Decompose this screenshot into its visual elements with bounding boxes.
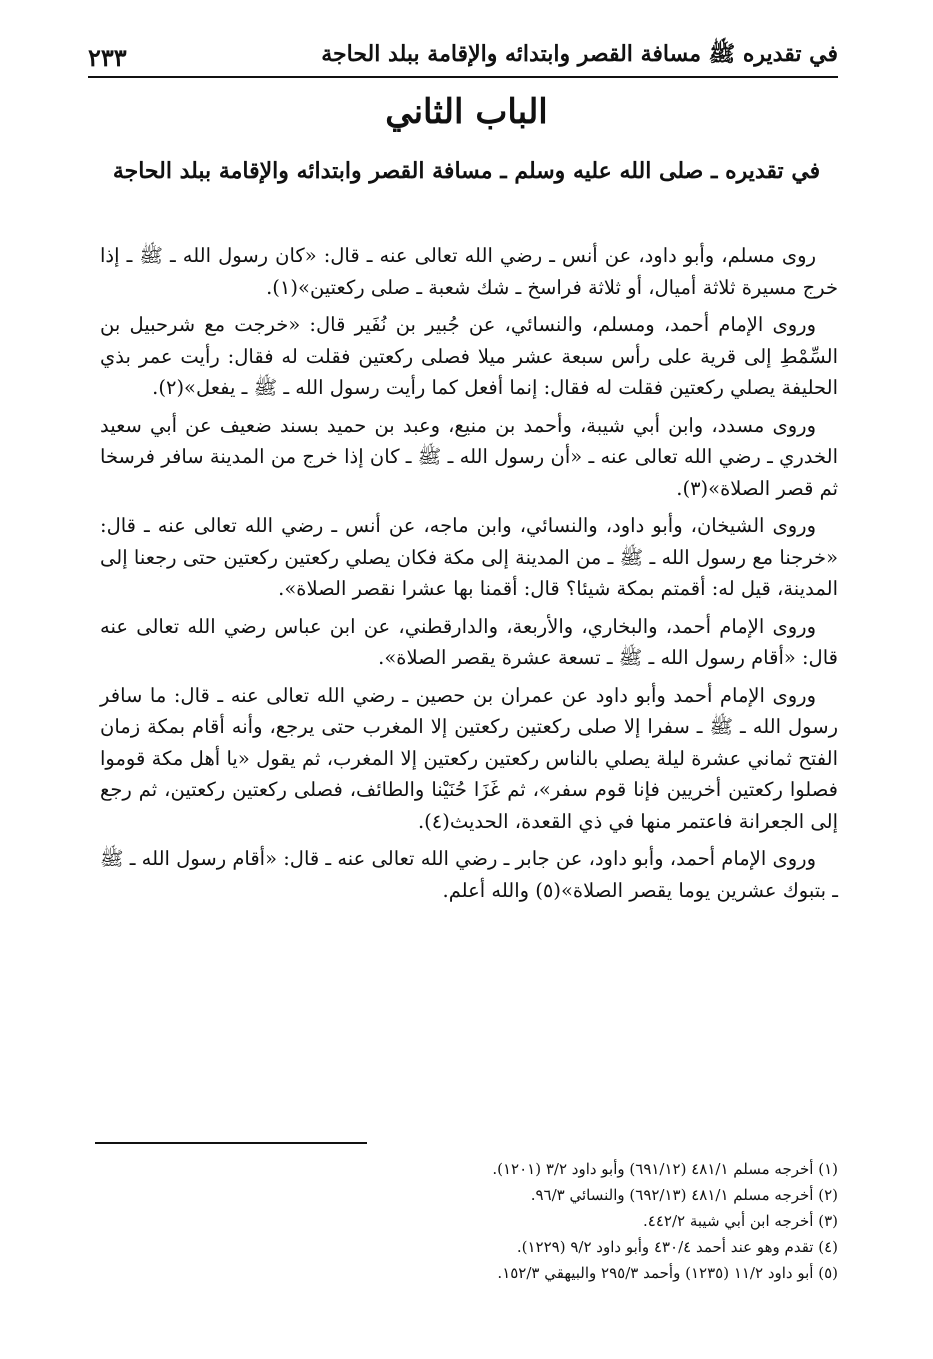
footnote: (٤) تقدم وهو عند أحمد ٤٣٠/٤ وأبو داود ٩/٢ (١٢٢٩).: [516, 1238, 838, 1256]
paragraph: وروى مسدد، وابن أبي شيبة، وأحمد بن منيع، وعبد بن حميد بسند ضعيف عن أبي سعيد الخدري ـ رضي الله تعالى عنه ـ «أن رسول الله ـ ﷺ ـ كان إذا خرج من المدينة سافر فرسخا ثم قصر الصلاة»(٣).: [100, 413, 838, 500]
paragraph: وروى الإمام أحمد وأبو داود عن عمران بن حصين ـ رضي الله تعالى عنه ـ قال: ما سافر رسول الله ـ ﷺ ـ سفرا إلا صلى ركعتين ركعتين إلا المغرب حتى يرجع، وأنه أقام بمكة زمان الفتح ثماني عشرة ليلة يصلي بالناس ركعتين ركعتين إلا المغرب، ثم يقول «يا أهل مكة قوموا فصلوا ركعتين أخريين فإنا قوم سفر»، ثم غَزَا حُنَيْنا والطائف، فصلى ركعتين ركعتين، ثم رجع إلى الجعرانة فاعتمر منها في ذي القعدة، الحديث(٤).: [100, 683, 838, 833]
footnote: (٣) أخرجه ابن أبي شيبة ٤٤٢/٢.: [643, 1212, 838, 1230]
running-title: في تقديره ﷺ مسافة القصر وابتدائه والإقامة ببلد الحاجة: [321, 41, 838, 67]
page-number: ٢٣٣: [88, 43, 127, 72]
footnote: (٢) أخرجه مسلم ٤٨١/١ (٦٩٢/١٣) والنسائي ٩٦/٣.: [530, 1186, 838, 1204]
body-text: [100, 240, 838, 912]
footnotes: [100, 1156, 838, 1286]
paragraph: وروى الإمام أحمد، والبخاري، والأربعة، والدارقطني، عن ابن عباس رضي الله تعالى عنه قال: «أقام رسول الله ـ ﷺ ـ تسعة عشرة يقصر الصلاة».: [100, 614, 838, 669]
paragraph: وروى الإمام أحمد، ومسلم، والنسائي، عن جُبير بن نُفَير قال: «خرجت مع شرحبيل بن السِّمْطِ إلى قرية على رأس سبعة عشر ميلا فصلى ركعتين فقلت له فقال: رأيت عمر بذي الحليفة يصلي ركعتين فقلت له فقال: إنما أفعل كما رأيت رسول الله ـ ﷺ ـ يفعل»(٢).: [100, 313, 838, 399]
footnote-divider: [95, 1142, 367, 1144]
paragraph: وروى الشيخان، وأبو داود، والنسائي، وابن ماجه، عن أنس ـ رضي الله تعالى عنه ـ قال: «خرجنا مع رسول الله ـ ﷺ ـ من المدينة إلى مكة فكان يصلي ركعتين ركعتين حتى رجعنا إلى المدينة، قيل له: أقمتم بمكة شيئا؟ قال: أقمنا بها عشرا نقصر الصلاة».: [100, 514, 838, 600]
footnote: (١) أخرجه مسلم ٤٨١/١ (٦٩١/١٢) وأبو داود ٣/٢ (١٢٠١).: [492, 1160, 838, 1178]
paragraph: روى مسلم، وأبو داود، عن أنس ـ رضي الله تعالى عنه ـ قال: «كان رسول الله ـ ﷺ ـ إذا خرج مسيرة ثلاثة أميال، أو ثلاثة فراسخ ـ شك شعبة ـ صلى ركعتين»(١).: [100, 244, 838, 299]
paragraph: وروى الإمام أحمد، وأبو داود، عن جابر ـ رضي الله تعالى عنه ـ قال: «أقام رسول الله ـ ﷺ ـ بتبوك عشرين يوما يقصر الصلاة»(٥) والله أعلم.: [100, 847, 838, 902]
chapter-subtitle: في تقديره ـ صلى الله عليه وسلم ـ مسافة القصر وابتدائه والإقامة ببلد الحاجة: [112, 158, 821, 184]
running-header: [88, 34, 838, 78]
footnote: (٥) أبو داود ١١/٢ (١٢٣٥) وأحمد ٢٩٥/٣ والبيهقي ١٥٢/٣.: [497, 1264, 838, 1282]
chapter-title: الباب الثاني: [385, 92, 548, 132]
